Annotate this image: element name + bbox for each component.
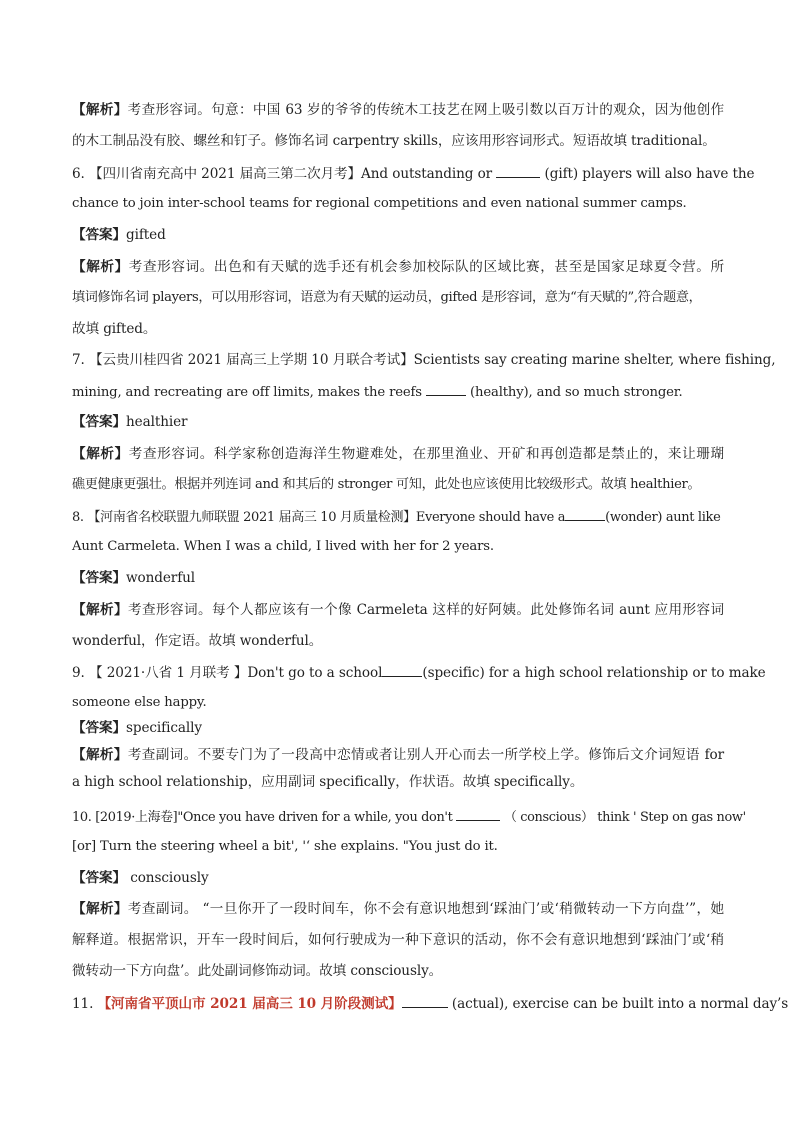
analysis-continuation (72, 772, 724, 792)
analysis-text: 故填 gifted。 (72, 321, 157, 337)
analysis-text: 礁更健康更强壮。根据并列连词 and 和其后的 stronger 可知，此处也应该使用比较级形式。故填 healthier。 (72, 477, 701, 492)
question-8 (72, 506, 724, 528)
answer-blank (402, 993, 448, 1008)
question-source: [2019·上海卷] (95, 810, 178, 825)
analysis-text: 考查形容词。每个人都应该有一个像 Carmeleta 这样的好阿姨。此处修饰名词 aunt 应用形容词 (128, 602, 724, 618)
answer-label: 【答案】 (72, 870, 126, 886)
question-9 (72, 662, 766, 683)
answer-line (72, 225, 724, 245)
question-7-continuation (72, 381, 724, 403)
question-number: 6. (72, 166, 85, 182)
analysis-text: 填词修饰名词 players，可以用形容词，语意为有天赋的运动员，gifted 是形容词，意为“有天赋的”,符合题意， (72, 290, 702, 305)
question-11 (72, 993, 789, 1014)
answer-line (72, 412, 724, 432)
answer-text: gifted (125, 227, 166, 243)
question-text: mining, and recreating are off limits, makes the reefs (72, 385, 422, 400)
analysis-label: 【解析】 (72, 446, 129, 462)
question-10 (72, 806, 746, 828)
answer-blank (426, 381, 466, 396)
analysis-text: 的木工制品没有胶、螺丝和钉子。修饰名词 carpentry skills，应该用形容词形式。短语故填 traditional。 (72, 133, 716, 149)
answer-blank (456, 806, 500, 821)
answer-label: 【答案】 (72, 720, 126, 736)
analysis-continuation (72, 475, 724, 495)
analysis-continuation (72, 131, 724, 151)
question-text: Scientists say creating marine shelter, where fishing, (413, 352, 776, 368)
question-8-continuation (72, 537, 724, 557)
question-text: (gift) players will also have the (544, 166, 755, 182)
question-text: Don't go to a school (247, 665, 383, 681)
analysis-continuation (72, 319, 724, 339)
question-text: Aunt Carmeleta. When I was a child, I lived with her for 2 years. (72, 539, 494, 554)
question-text: (actual), exercise can be built into a normal day’s (451, 996, 789, 1012)
question-text: Everyone should have a (415, 510, 566, 525)
analysis-text: wonderful，作定语。故填 wonderful。 (72, 633, 323, 649)
analysis-label: 【解析】 (72, 747, 128, 763)
analysis-text: 考查形容词。句意：中国 63 岁的爷爷的传统木工技艺在网上吸引数以百万计的观众，因为他创作 (127, 102, 724, 118)
question-number: 11. (72, 996, 94, 1012)
question-text: （ conscious） think ' Step on gas now' (503, 810, 746, 825)
question-source: 【云贵川桂四省 2021 届高三上学期 10 月联合考试】 (89, 352, 414, 368)
answer-label: 【答案】 (72, 414, 126, 430)
analysis-text: 微转动一下方向盘’。此处副词修饰动词。故填 consciously。 (72, 963, 443, 979)
answer-line (72, 868, 724, 888)
question-source: 【河南省名校联盟九师联盟 2021 届高三 10 月质量检测】 (87, 510, 416, 525)
answer-label: 【答案】 (72, 227, 126, 243)
analysis-line (72, 745, 724, 765)
answer-text: specifically (125, 720, 202, 736)
analysis-line (72, 444, 724, 464)
analysis-label: 【解析】 (72, 259, 129, 275)
question-10-continuation (72, 837, 724, 857)
analysis-continuation (72, 288, 724, 308)
question-number: 8. (72, 510, 84, 525)
analysis-line (72, 600, 724, 620)
question-text: [or] Turn the steering wheel a bit', '‘ she explains. "You just do it. (72, 839, 498, 854)
question-text: (healthy), and so much stronger. (469, 385, 683, 400)
analysis-text: a high school relationship，应用副词 specifically，作状语。故填 specifically。 (72, 774, 584, 790)
analysis-label: 【解析】 (72, 901, 128, 917)
question-9-continuation (72, 693, 724, 713)
analysis-label: 【解析】 (72, 102, 128, 118)
question-6 (72, 163, 755, 184)
answer-text: healthier (125, 414, 188, 430)
analysis-text: 考查副词。不要专门为了一段高中恋情或者让别人开心而去一所学校上学。修饰后文介词短语 for (127, 747, 724, 763)
question-text: "Once you have driven for a while, you don't (177, 810, 453, 825)
answer-text: consciously (125, 870, 209, 886)
analysis-continuation (72, 631, 724, 651)
question-source: 【 2021·八省 1 月联考 】 (89, 665, 248, 681)
question-source: 【河南省平顶山市 2021 届高三 10 月阶段测试】 (97, 996, 402, 1012)
question-7 (72, 350, 776, 370)
answer-blank (382, 662, 422, 677)
answer-line (72, 568, 724, 588)
question-text: someone else happy. (72, 695, 207, 710)
question-source: 【四川省南充高中 2021 届高三第二次月考】 (89, 166, 362, 182)
question-number: 7. (72, 352, 85, 368)
analysis-text: 考查形容词。出色和有天赋的选手还有机会参加校际队的区域比赛，甚至是国家足球夏令营。所 (128, 259, 724, 275)
question-6-continuation (72, 194, 724, 214)
analysis-line (72, 257, 724, 277)
analysis-line (72, 100, 724, 120)
question-text: And outstanding or (361, 166, 493, 182)
answer-line (72, 718, 724, 738)
question-text: (specific) for a high school relationship or to make (422, 665, 766, 681)
answer-text: wonderful (125, 570, 196, 586)
answer-blank (496, 163, 540, 178)
question-number: 9. (72, 665, 85, 681)
analysis-line (72, 899, 724, 919)
analysis-continuation (72, 961, 724, 981)
analysis-continuation (72, 930, 724, 950)
analysis-text: 考查副词。 “一旦你开了一段时间车，你不会有意识地想到‘踩油门’或‘稍微转动一下方向盘’”，她 (127, 901, 724, 917)
question-number: 10. (72, 810, 92, 825)
answer-blank (565, 506, 605, 521)
question-text: chance to join inter-school teams for regional competitions and even national summer camps. (72, 196, 687, 211)
answer-label: 【答案】 (72, 570, 126, 586)
analysis-label: 【解析】 (72, 602, 128, 618)
analysis-text: 解释道。根据常识，开车一段时间后，如何行驶成为一种下意识的活动，你不会有意识地想到‘踩油门’或‘稍 (72, 932, 724, 948)
analysis-text: 考查形容词。科学家称创造海洋生物避难处，在那里渔业、开矿和再创造都是禁止的，来让珊瑚 (128, 446, 724, 462)
question-text: (wonder) aunt like (605, 510, 721, 525)
